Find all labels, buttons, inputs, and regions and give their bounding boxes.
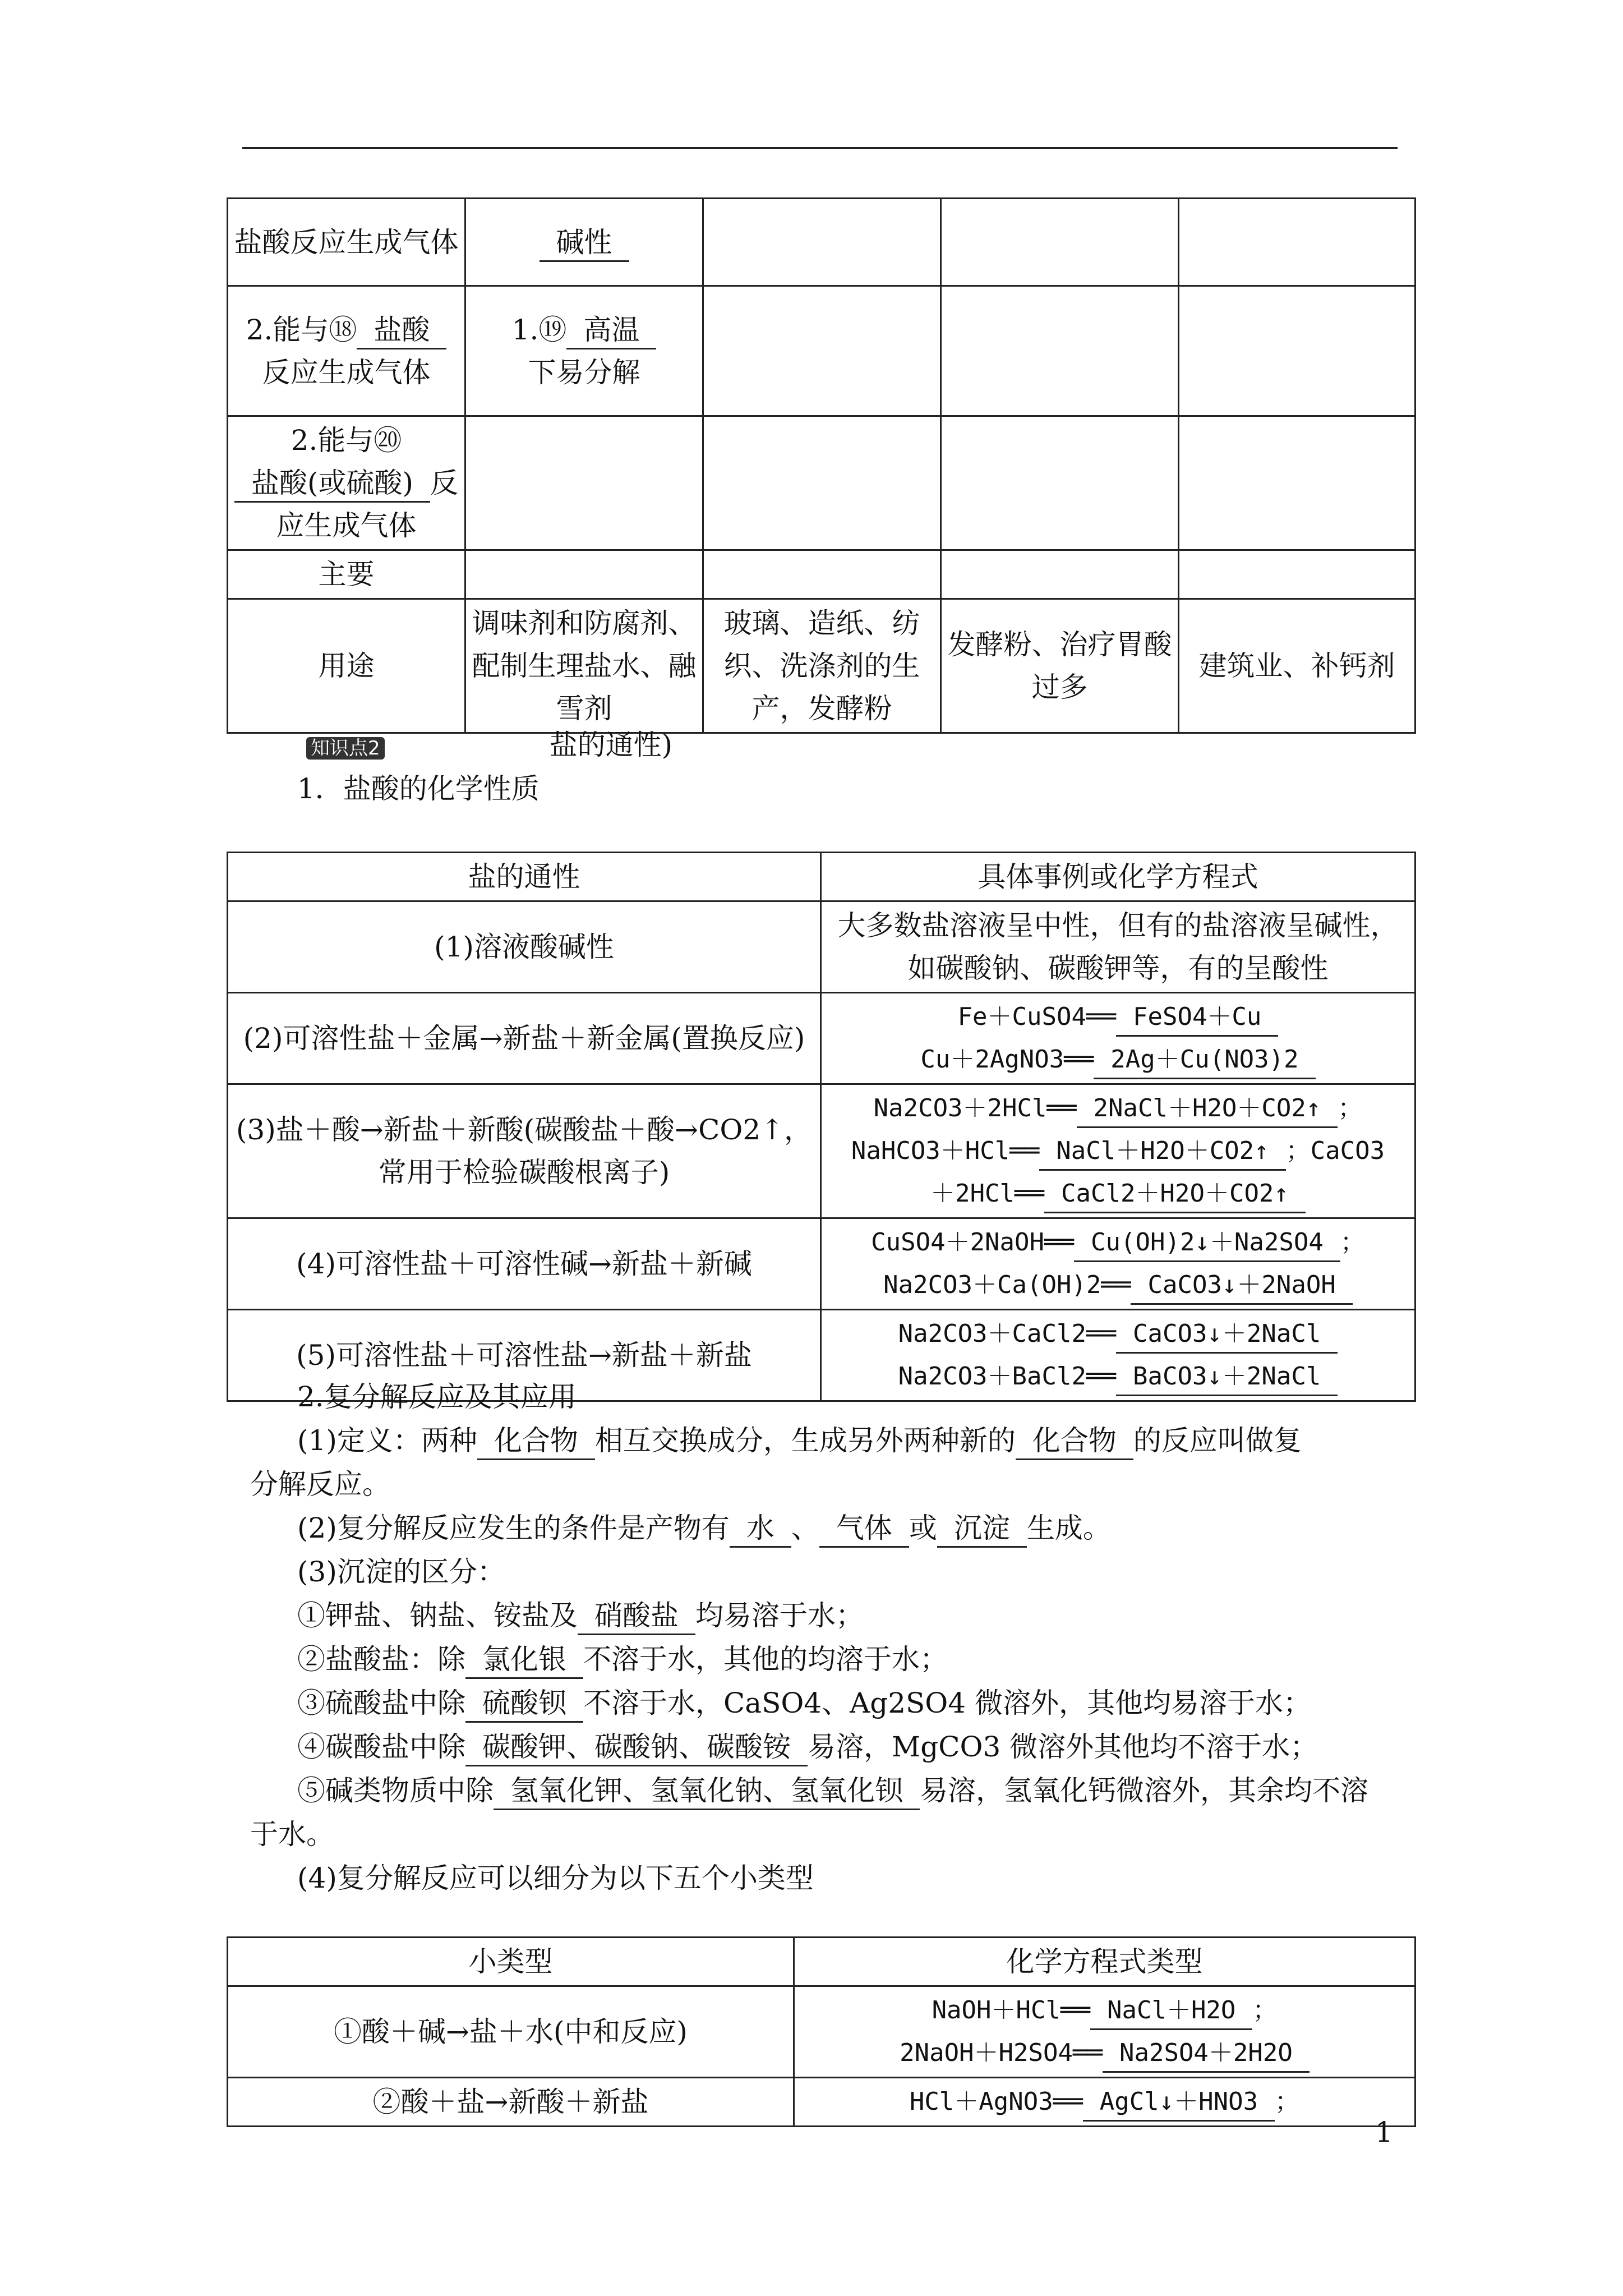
header-cell: 化学方程式类型 xyxy=(794,1938,1415,1986)
list-item-cont: 于水。 xyxy=(250,1818,334,1851)
paragraph-precipitate: (3)沉淀的区分： xyxy=(297,1556,505,1588)
cell: (2)可溶性盐＋金属→新盐＋新金属(置换反应) xyxy=(228,993,821,1084)
cell: (3)盐＋酸→新盐＋新酸(碳酸盐＋酸→CO2↑，常用于检验碳酸根离子) xyxy=(228,1084,821,1218)
cell: HCl＋AgNO3══ AgCl↓＋HNO3 ； xyxy=(794,2078,1415,2127)
cell xyxy=(1179,286,1415,416)
cell xyxy=(1179,199,1415,286)
cell xyxy=(465,416,703,550)
cell xyxy=(941,199,1179,286)
cell xyxy=(703,199,941,286)
cell: 调味剂和防腐剂、配制生理盐水、融雪剂 xyxy=(465,599,703,733)
page-number: 1 xyxy=(1375,2116,1393,2148)
subsection-title: 2.复分解反应及其应用 xyxy=(297,1381,577,1413)
cell xyxy=(703,550,941,599)
salt-properties-table xyxy=(227,197,1416,734)
header-cell: 盐的通性 xyxy=(228,853,821,901)
cell: CuSO4＋2NaOH══ Cu(OH)2↓＋Na2SO4 ； Na2CO3＋Ca(OH)2══ CaCO3↓＋2NaOH xyxy=(821,1218,1415,1310)
cell xyxy=(941,286,1179,416)
cell: Na2CO3＋CaCl2══ CaCO3↓＋2NaCl Na2CO3＋BaCl2══ BaCO3↓＋2NaCl xyxy=(821,1310,1415,1401)
cell xyxy=(465,550,703,599)
cell: ①酸＋碱→盐＋水(中和反应) xyxy=(228,1986,794,2078)
reaction-types-table xyxy=(227,1936,1416,2127)
list-item: ③硫酸盐中除 硫酸钡 不溶于水，CaSO4、Ag2SO4 微溶外，其他均易溶于水； xyxy=(297,1682,1311,1724)
cell xyxy=(941,550,1179,599)
list-item: ⑤碱类物质中除 氢氧化钾、氢氧化钠、氢氧化钡 易溶，氢氧化钙微溶外，其余均不溶 xyxy=(297,1769,1368,1812)
header-cell: 小类型 xyxy=(228,1938,794,1986)
list-item: ④碳酸盐中除 碳酸钾、碳酸钠、碳酸铵 易溶，MgCO3 微溶外其他均不溶于水； xyxy=(297,1726,1318,1768)
cell xyxy=(1179,550,1415,599)
cell: (1)溶液酸碱性 xyxy=(228,901,821,993)
cell: 建筑业、补钙剂 xyxy=(1179,599,1415,733)
section-subtitle: 1．盐酸的化学性质 xyxy=(297,772,540,805)
cell: 1.⑲ 高温 下易分解 xyxy=(465,286,703,416)
cell: (4)可溶性盐＋可溶性碱→新盐＋新碱 xyxy=(228,1218,821,1310)
cell xyxy=(703,286,941,416)
cell: 发酵粉、治疗胃酸过多 xyxy=(941,599,1179,733)
salt-general-properties-table xyxy=(227,852,1416,1402)
header-rule xyxy=(242,147,1398,149)
cell: 2.能与⑱ 盐酸反应生成气体 xyxy=(228,286,465,416)
cell xyxy=(703,416,941,550)
header-cell: 具体事例或化学方程式 xyxy=(821,853,1415,901)
cell: 碱性 xyxy=(465,199,703,286)
paragraph-definition-cont: 分解反应。 xyxy=(250,1468,390,1501)
cell: 大多数盐溶液呈中性，但有的盐溶液呈碱性，如碳酸钠、碳酸钾等，有的呈酸性 xyxy=(821,901,1415,993)
cell: NaOH＋HCl══ NaCl＋H2O ； 2NaOH＋H2SO4══ Na2SO4＋2H2O xyxy=(794,1986,1415,2078)
paragraph-conditions: (2)复分解反应发生的条件是产物有 水 、 气体 或 沉淀 生成。 xyxy=(297,1507,1111,1549)
knowledge-point-badge: 知识点2 xyxy=(306,737,385,760)
section-heading xyxy=(306,724,672,766)
list-item: ①钾盐、钠盐、铵盐及 硝酸盐 均易溶于水； xyxy=(297,1594,864,1637)
cell xyxy=(1179,416,1415,550)
cell: 玻璃、造纸、纺织、洗涤剂的生产，发酵粉 xyxy=(703,599,941,733)
cell: Fe＋CuSO4══ FeSO4＋Cu Cu＋2AgNO3══ 2Ag＋Cu(NO3)2 xyxy=(821,993,1415,1084)
cell: (5)可溶性盐＋可溶性盐→新盐＋新盐 xyxy=(228,1310,821,1401)
cell: 主要 xyxy=(228,550,465,599)
cell xyxy=(941,416,1179,550)
cell: 2.能与⑳盐酸(或硫酸) 反应生成气体 xyxy=(228,416,465,550)
cell: ②酸＋盐→新酸＋新盐 xyxy=(228,2078,794,2127)
paragraph-definition: (1)定义：两种 化合物 相互交换成分，生成另外两种新的 化合物 的反应叫做复 xyxy=(297,1419,1302,1462)
cell: Na2CO3＋2HCl══ 2NaCl＋H2O＋CO2↑ ； NaHCO3＋HCl══ NaCl＋H2O＋CO2↑ ；CaCO3 ＋2HCl══ CaCl2＋H2O＋CO2↑ xyxy=(821,1084,1415,1218)
cell: 用途 xyxy=(228,599,465,733)
cell: 盐酸反应生成气体 xyxy=(228,199,465,286)
section-title: 盐的通性) xyxy=(549,729,673,761)
paragraph-types: (4)复分解反应可以细分为以下五个小类型 xyxy=(297,1862,814,1894)
list-item: ②盐酸盐：除 氯化银 不溶于水，其他的均溶于水； xyxy=(297,1638,948,1681)
